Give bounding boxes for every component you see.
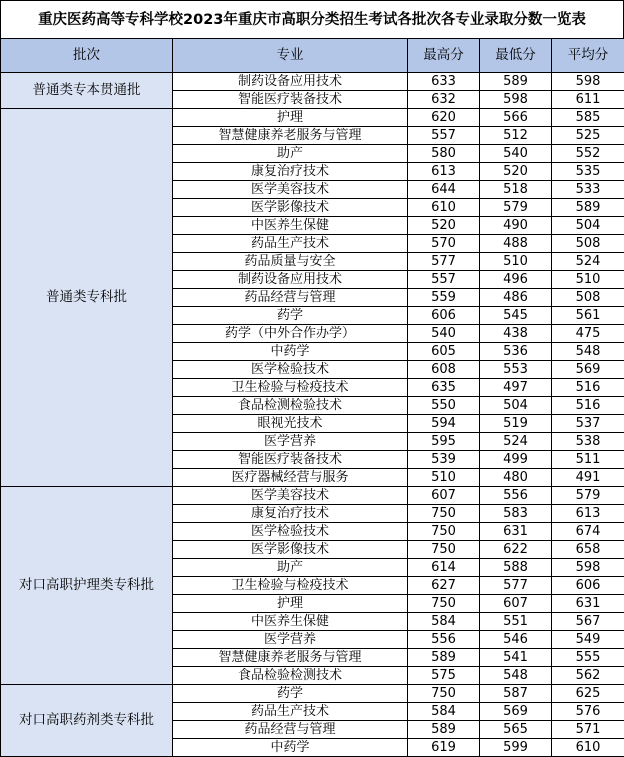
max-score-cell: 580 <box>408 145 480 163</box>
major-cell: 医学营养 <box>173 433 408 451</box>
major-cell: 智慧健康养老服务与管理 <box>173 649 408 667</box>
avg-score-cell: 533 <box>552 181 624 199</box>
avg-score-cell: 504 <box>552 217 624 235</box>
avg-score-cell: 567 <box>552 613 624 631</box>
major-cell: 医学营养 <box>173 631 408 649</box>
min-score-cell: 587 <box>480 685 552 703</box>
max-score-cell: 570 <box>408 235 480 253</box>
major-cell: 食品检测检验技术 <box>173 397 408 415</box>
max-score-cell: 750 <box>408 685 480 703</box>
min-score-cell: 577 <box>480 577 552 595</box>
major-cell: 中医养生保健 <box>173 217 408 235</box>
major-cell: 中药学 <box>173 739 408 757</box>
major-cell: 医疗器械经营与服务 <box>173 469 408 487</box>
max-score-cell: 575 <box>408 667 480 685</box>
min-score-cell: 598 <box>480 91 552 109</box>
batch-cell: 普通类专科批 <box>1 109 173 487</box>
max-score-cell: 556 <box>408 631 480 649</box>
avg-score-cell: 598 <box>552 559 624 577</box>
table-row <box>1 487 624 505</box>
avg-score-cell: 538 <box>552 433 624 451</box>
max-score-cell: 750 <box>408 505 480 523</box>
major-cell: 医学检验技术 <box>173 361 408 379</box>
max-score-cell: 550 <box>408 397 480 415</box>
major-cell: 药学 <box>173 307 408 325</box>
max-score-cell: 750 <box>408 541 480 559</box>
min-score-cell: 553 <box>480 361 552 379</box>
header-batch: 批次 <box>1 39 173 73</box>
avg-score-cell: 576 <box>552 703 624 721</box>
max-score-cell: 510 <box>408 469 480 487</box>
min-score-cell: 579 <box>480 199 552 217</box>
header-major: 专业 <box>173 39 408 73</box>
batch-cell: 普通类专本贯通批 <box>1 73 173 109</box>
max-score-cell: 589 <box>408 649 480 667</box>
min-score-cell: 566 <box>480 109 552 127</box>
table-row <box>1 109 624 127</box>
min-score-cell: 486 <box>480 289 552 307</box>
major-cell: 卫生检验与检疫技术 <box>173 379 408 397</box>
min-score-cell: 488 <box>480 235 552 253</box>
max-score-cell: 606 <box>408 307 480 325</box>
major-cell: 医学美容技术 <box>173 487 408 505</box>
avg-score-cell: 585 <box>552 109 624 127</box>
max-score-cell: 605 <box>408 343 480 361</box>
major-cell: 中医养生保健 <box>173 613 408 631</box>
avg-score-cell: 524 <box>552 253 624 271</box>
min-score-cell: 438 <box>480 325 552 343</box>
min-score-cell: 490 <box>480 217 552 235</box>
major-cell: 助产 <box>173 559 408 577</box>
major-cell: 药品生产技术 <box>173 703 408 721</box>
min-score-cell: 545 <box>480 307 552 325</box>
avg-score-cell: 589 <box>552 199 624 217</box>
avg-score-cell: 508 <box>552 289 624 307</box>
batch-cell: 对口高职护理类专科批 <box>1 487 173 685</box>
max-score-cell: 627 <box>408 577 480 595</box>
major-cell: 康复治疗技术 <box>173 505 408 523</box>
min-score-cell: 622 <box>480 541 552 559</box>
max-score-cell: 577 <box>408 253 480 271</box>
avg-score-cell: 525 <box>552 127 624 145</box>
avg-score-cell: 606 <box>552 577 624 595</box>
min-score-cell: 518 <box>480 181 552 199</box>
max-score-cell: 608 <box>408 361 480 379</box>
min-score-cell: 631 <box>480 523 552 541</box>
min-score-cell: 510 <box>480 253 552 271</box>
min-score-cell: 540 <box>480 145 552 163</box>
header-max-score: 最高分 <box>408 39 480 73</box>
avg-score-cell: 548 <box>552 343 624 361</box>
avg-score-cell: 658 <box>552 541 624 559</box>
score-table <box>0 38 624 757</box>
max-score-cell: 633 <box>408 73 480 91</box>
max-score-cell: 557 <box>408 127 480 145</box>
header-row <box>1 39 624 73</box>
avg-score-cell: 516 <box>552 379 624 397</box>
min-score-cell: 520 <box>480 163 552 181</box>
max-score-cell: 594 <box>408 415 480 433</box>
major-cell: 药品经营与管理 <box>173 289 408 307</box>
major-cell: 制药设备应用技术 <box>173 73 408 91</box>
avg-score-cell: 571 <box>552 721 624 739</box>
max-score-cell: 632 <box>408 91 480 109</box>
min-score-cell: 497 <box>480 379 552 397</box>
table-row <box>1 73 624 91</box>
min-score-cell: 551 <box>480 613 552 631</box>
major-cell: 医学影像技术 <box>173 541 408 559</box>
avg-score-cell: 611 <box>552 91 624 109</box>
min-score-cell: 519 <box>480 415 552 433</box>
min-score-cell: 588 <box>480 559 552 577</box>
min-score-cell: 546 <box>480 631 552 649</box>
max-score-cell: 595 <box>408 433 480 451</box>
avg-score-cell: 610 <box>552 739 624 757</box>
max-score-cell: 539 <box>408 451 480 469</box>
avg-score-cell: 510 <box>552 271 624 289</box>
avg-score-cell: 491 <box>552 469 624 487</box>
min-score-cell: 548 <box>480 667 552 685</box>
avg-score-cell: 552 <box>552 145 624 163</box>
max-score-cell: 589 <box>408 721 480 739</box>
major-cell: 智能医疗装备技术 <box>173 91 408 109</box>
max-score-cell: 540 <box>408 325 480 343</box>
min-score-cell: 496 <box>480 271 552 289</box>
table-row <box>1 685 624 703</box>
major-cell: 眼视光技术 <box>173 415 408 433</box>
min-score-cell: 512 <box>480 127 552 145</box>
avg-score-cell: 579 <box>552 487 624 505</box>
header-avg-score: 平均分 <box>552 39 624 73</box>
min-score-cell: 599 <box>480 739 552 757</box>
batch-cell: 对口高职药剂类专科批 <box>1 685 173 757</box>
major-cell: 康复治疗技术 <box>173 163 408 181</box>
max-score-cell: 750 <box>408 523 480 541</box>
max-score-cell: 584 <box>408 703 480 721</box>
min-score-cell: 556 <box>480 487 552 505</box>
major-cell: 制药设备应用技术 <box>173 271 408 289</box>
min-score-cell: 565 <box>480 721 552 739</box>
header-min-score: 最低分 <box>480 39 552 73</box>
max-score-cell: 613 <box>408 163 480 181</box>
min-score-cell: 541 <box>480 649 552 667</box>
avg-score-cell: 631 <box>552 595 624 613</box>
major-cell: 药品经营与管理 <box>173 721 408 739</box>
avg-score-cell: 508 <box>552 235 624 253</box>
major-cell: 卫生检验与检疫技术 <box>173 577 408 595</box>
min-score-cell: 499 <box>480 451 552 469</box>
max-score-cell: 644 <box>408 181 480 199</box>
major-cell: 护理 <box>173 595 408 613</box>
avg-score-cell: 674 <box>552 523 624 541</box>
major-cell: 医学美容技术 <box>173 181 408 199</box>
max-score-cell: 557 <box>408 271 480 289</box>
min-score-cell: 504 <box>480 397 552 415</box>
major-cell: 药学（中外合作办学） <box>173 325 408 343</box>
min-score-cell: 607 <box>480 595 552 613</box>
max-score-cell: 520 <box>408 217 480 235</box>
major-cell: 医学影像技术 <box>173 199 408 217</box>
min-score-cell: 536 <box>480 343 552 361</box>
max-score-cell: 607 <box>408 487 480 505</box>
avg-score-cell: 562 <box>552 667 624 685</box>
max-score-cell: 614 <box>408 559 480 577</box>
avg-score-cell: 555 <box>552 649 624 667</box>
max-score-cell: 635 <box>408 379 480 397</box>
min-score-cell: 524 <box>480 433 552 451</box>
major-cell: 药品生产技术 <box>173 235 408 253</box>
major-cell: 助产 <box>173 145 408 163</box>
avg-score-cell: 511 <box>552 451 624 469</box>
avg-score-cell: 613 <box>552 505 624 523</box>
max-score-cell: 750 <box>408 595 480 613</box>
avg-score-cell: 535 <box>552 163 624 181</box>
avg-score-cell: 561 <box>552 307 624 325</box>
avg-score-cell: 598 <box>552 73 624 91</box>
major-cell: 中药学 <box>173 343 408 361</box>
avg-score-cell: 537 <box>552 415 624 433</box>
avg-score-cell: 516 <box>552 397 624 415</box>
major-cell: 药学 <box>173 685 408 703</box>
max-score-cell: 610 <box>408 199 480 217</box>
avg-score-cell: 549 <box>552 631 624 649</box>
min-score-cell: 589 <box>480 73 552 91</box>
max-score-cell: 559 <box>408 289 480 307</box>
max-score-cell: 619 <box>408 739 480 757</box>
min-score-cell: 583 <box>480 505 552 523</box>
major-cell: 智慧健康养老服务与管理 <box>173 127 408 145</box>
page-title: 重庆医药高等专科学校2023年重庆市高职分类招生考试各批次各专业录取分数一览表 <box>0 0 624 38</box>
major-cell: 护理 <box>173 109 408 127</box>
major-cell: 医学检验技术 <box>173 523 408 541</box>
min-score-cell: 480 <box>480 469 552 487</box>
avg-score-cell: 569 <box>552 361 624 379</box>
max-score-cell: 584 <box>408 613 480 631</box>
table-body <box>1 73 624 757</box>
avg-score-cell: 625 <box>552 685 624 703</box>
major-cell: 药品质量与安全 <box>173 253 408 271</box>
max-score-cell: 620 <box>408 109 480 127</box>
avg-score-cell: 475 <box>552 325 624 343</box>
major-cell: 智能医疗装备技术 <box>173 451 408 469</box>
major-cell: 食品检验检测技术 <box>173 667 408 685</box>
min-score-cell: 569 <box>480 703 552 721</box>
